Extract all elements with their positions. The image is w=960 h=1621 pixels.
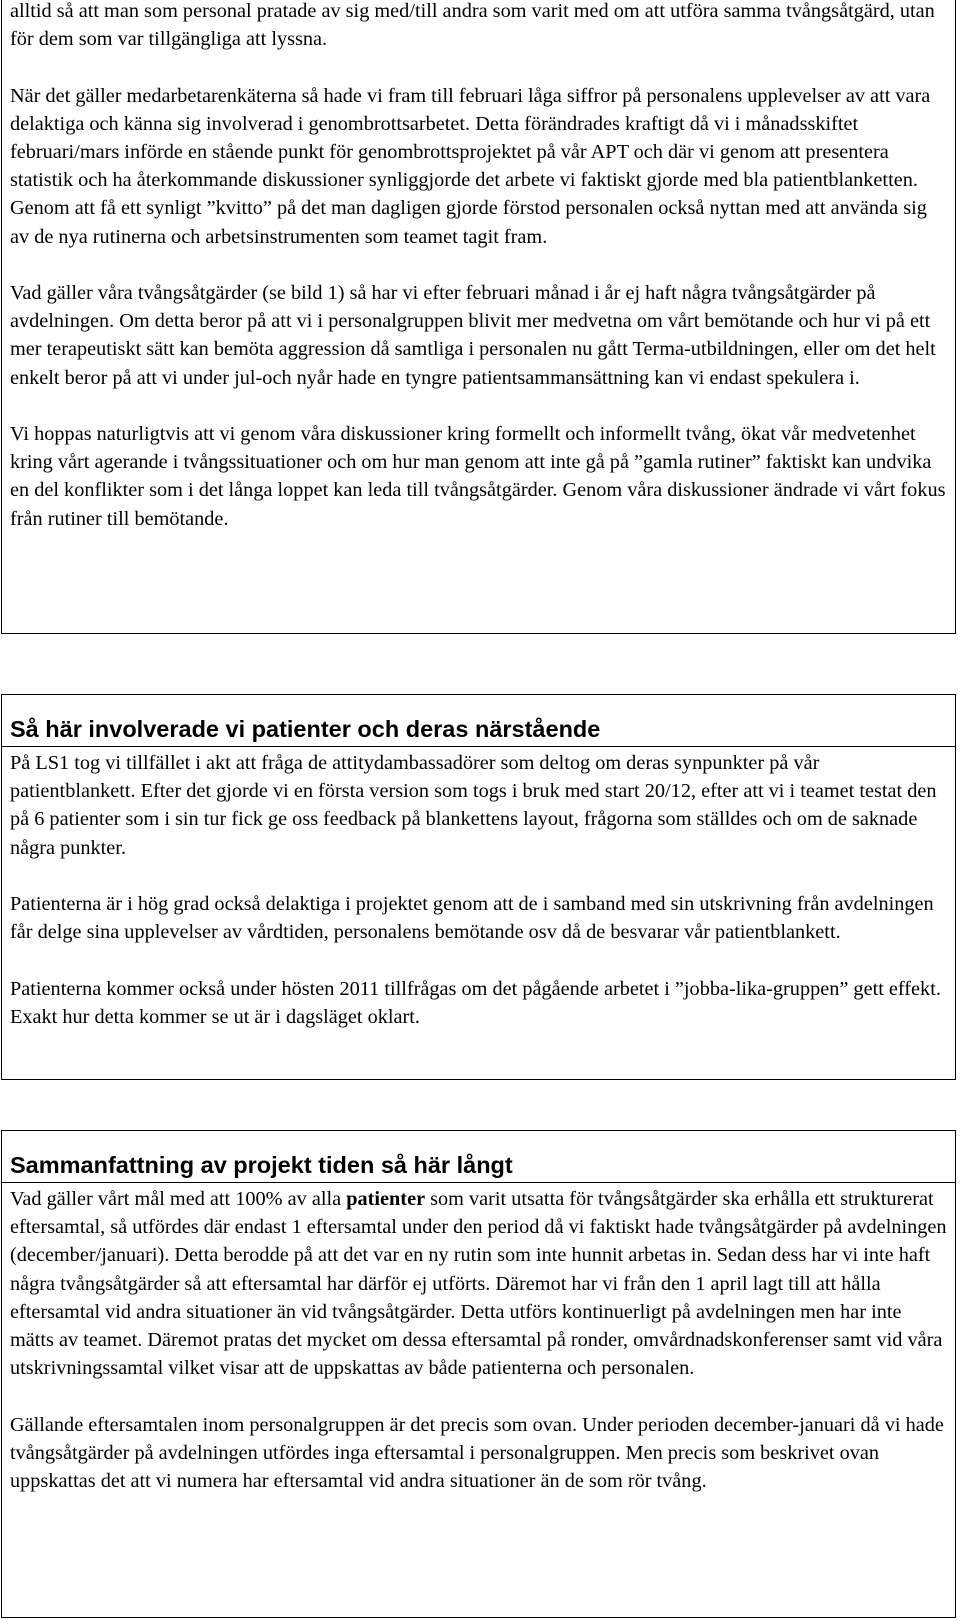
paragraph: Vad gäller våra tvångsåtgärder (se bild 1) så har vi efter februari månad i år ej haft några tvångsåtgärder på avdelningen. Om detta beror på att vi i personalgruppen blivit mer medvetna om vårt bemötande och hur vi på ett mer terapeutiskt sätt kan bemöta aggression då samtliga i personalen nu gått Terma-utbildningen, eller om det helt enkelt beror på att vi under jul-och nyår hade en tyngre patientsammansättning kan vi endast spekulera i. (10, 282, 936, 389)
paragraph-text: som varit utsatta för tvångsåtgärder ska erhålla ett strukturerat eftersamtal, så utfördes där endast 1 eftersamtal under den period då vi faktiskt hade tvångsåtgärder på avdelningen (december/januari). Detta berodde på att det var en ny rutin som inte hunnit arbetas in. Sedan dess har vi inte haft några tvångsåtgärder så att eftersamtal har därför ej utförts. Däremot har vi från den 1 april lagt till att hålla eftersamtal vid andra situationer än vid tvångsåtgärder. Detta utförs kontinuerligt på avdelningen men har inte mätts av teamet. Däremot pratas det mycket om dessa eftersamtal på ronder, omvårdnadskonferenser samt vid våra utskrivningssamtal vilket visar att de uppskattas av både patienterna och personalen. (10, 1188, 947, 1380)
section-content (2, 1183, 955, 1495)
paragraph: Gällande eftersamtalen inom personalgruppen är det precis som ovan. Under perioden december-januari då vi hade tvångsåtgärder på avdelningen utfördes inga eftersamtal i personalgruppen. Men precis som beskrivet ovan uppskattas det att vi numera har eftersamtal vid andra situationer än de som rör tvång. (10, 1413, 944, 1493)
section-box-patient-involvement (1, 694, 956, 1080)
paragraph: Patienterna är i hög grad också delaktiga i projektet genom att de i samband med sin utskrivning från avdelningen får delge sina upplevelser av vårdtiden, personalens bemötande osv då de besvarar vår patientblankett. (10, 893, 934, 944)
paragraph: När det gäller medarbetarenkäterna så hade vi fram till februari låga siffror på personalens upplevelser av att vara delaktiga och känna sig involverad i genombrottsarbetet. Detta förändrades kraftigt då vi i månadsskiftet februari/mars införde en stående punkt för genombrottsprojektet på vår APT och där vi genom att presentera statistik och ha återkommande diskussioner synliggjorde det arbete vi faktiskt gjorde med bla patientblanketten. Genom att få ett synligt ”kvitto” på det man dagligen gjorde förstod personalen också nyttan med att använda sig av de nya rutinerna och arbetsinstrumenten som teamet tagit fram. (10, 84, 931, 248)
paragraph: Patienterna kommer också under hösten 2011 tillfrågas om det pågående arbetet i ”jobba-lika-gruppen” gett effekt. Exakt hur detta kommer se ut är i dagsläget oklart. (10, 977, 941, 1028)
section-heading: Sammanfattning av projekt tiden så här långt (2, 1131, 955, 1183)
paragraph: På LS1 tog vi tillfället i akt att fråga de attitydambassadörer som deltog om deras synpunkter på vår patientblankett. Efter det gjorde vi en första version som togs i bruk med start 20/12, efter att vi i teamet testat den på 6 patienter som i sin tur fick ge oss feedback på blankettens layout, frågorna som ställdes och om de saknade några punkter. (10, 752, 937, 859)
paragraph: alltid så att man som personal pratade av sig med/till andra som varit med om att utföra samma tvångsåtgärd, utan för dem som var tillgängliga att lyssna. (10, 0, 935, 51)
section-content (2, 747, 955, 1031)
paragraph: Vi hoppas naturligtvis att vi genom våra diskussioner kring formellt och informellt tvång, ökat vår medvetenhet kring vårt agerande i tvångssituationer och om hur man genom att inte gå på ”gamla rutiner” faktiskt kan undvika en del konflikter som i det långa loppet kan leda till tvångsåtgärder. Genom våra diskussioner ändrade vi vårt fokus från rutiner till bemötande. (10, 423, 946, 530)
paragraph (10, 1185, 947, 1382)
section-box-summary (1, 1130, 956, 1618)
section-content (2, 0, 955, 533)
section-box-reflection (1, 0, 956, 634)
section-heading: Så här involverade vi patienter och deras närstående (2, 695, 955, 747)
bold-term: patienter (346, 1188, 426, 1210)
paragraph-text: Vad gäller vårt mål med att 100% av alla (10, 1188, 347, 1210)
